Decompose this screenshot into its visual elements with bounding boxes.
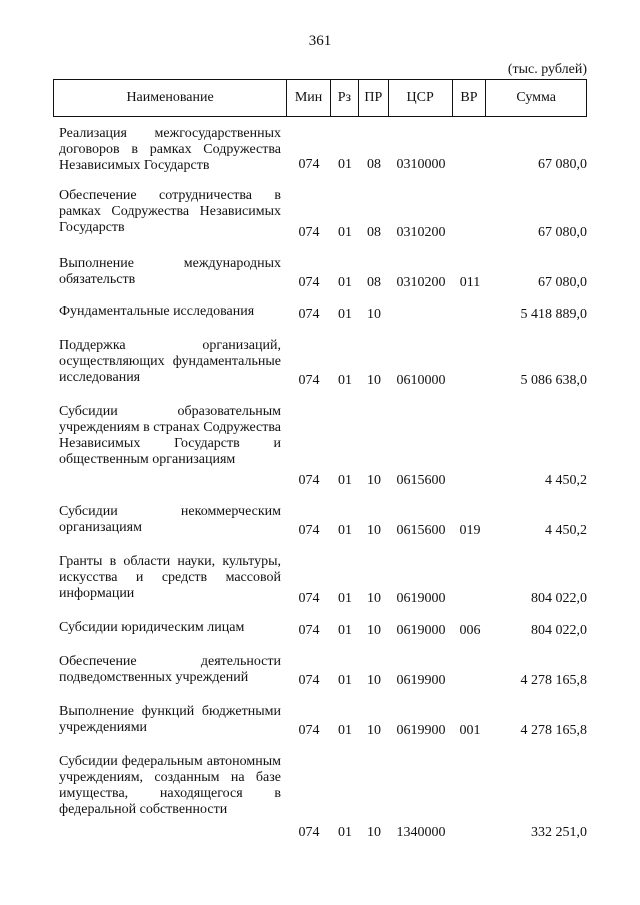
row-sum: 5 086 638,0 bbox=[520, 373, 587, 388]
table-row bbox=[53, 404, 587, 490]
header-vr: ВР bbox=[453, 80, 487, 116]
row-min: 074 bbox=[298, 307, 320, 322]
row-rz: 01 bbox=[338, 825, 352, 840]
row-vr bbox=[453, 304, 487, 324]
header-min: Мин bbox=[287, 80, 331, 116]
row-vr: 011 bbox=[459, 275, 481, 290]
row-pr: 10 bbox=[367, 673, 381, 688]
row-rz: 01 bbox=[338, 157, 352, 172]
row-csr: 0615600 bbox=[396, 523, 446, 538]
row-sum: 332 251,0 bbox=[531, 825, 587, 840]
units-label: (тыс. рублей) bbox=[507, 62, 587, 77]
row-pr: 08 bbox=[367, 275, 381, 290]
row-csr: 0310000 bbox=[396, 157, 446, 172]
row-pr: 10 bbox=[367, 307, 381, 322]
row-sum: 67 080,0 bbox=[538, 275, 587, 290]
row-csr: 0615600 bbox=[396, 473, 446, 488]
row-name: Поддержка организаций, осуществляющих фундаментальные исследования bbox=[59, 338, 281, 385]
row-sum: 804 022,0 bbox=[531, 623, 587, 638]
row-csr bbox=[389, 304, 453, 324]
row-csr: 0610000 bbox=[396, 373, 446, 388]
row-min: 074 bbox=[298, 723, 320, 738]
row-csr: 0619000 bbox=[396, 623, 446, 638]
row-vr bbox=[453, 754, 487, 842]
header-pr: ПР bbox=[359, 80, 389, 116]
row-rz: 01 bbox=[338, 307, 352, 322]
row-pr: 10 bbox=[367, 373, 381, 388]
row-rz: 01 bbox=[338, 673, 352, 688]
row-rz: 01 bbox=[338, 275, 352, 290]
row-name: Обеспечение деятельности подведомственных учреждений bbox=[59, 654, 281, 685]
table-row bbox=[53, 704, 587, 740]
table-row bbox=[53, 654, 587, 690]
table-row bbox=[53, 304, 587, 324]
table-row bbox=[53, 620, 587, 640]
row-name: Реализация межгосударственных договоров в рамках Содружества Независимых Государств bbox=[59, 126, 281, 173]
row-pr: 10 bbox=[367, 723, 381, 738]
header-name: Наименование bbox=[54, 80, 287, 116]
row-vr: 006 bbox=[459, 623, 481, 638]
row-sum: 4 450,2 bbox=[545, 473, 587, 488]
row-vr bbox=[453, 126, 487, 174]
row-vr bbox=[453, 654, 487, 690]
row-sum: 4 278 165,8 bbox=[520, 723, 587, 738]
row-pr: 10 bbox=[367, 523, 381, 538]
row-pr: 10 bbox=[367, 591, 381, 606]
row-vr: 001 bbox=[459, 723, 481, 738]
row-csr: 0619900 bbox=[396, 673, 446, 688]
table-header bbox=[53, 79, 587, 117]
row-min: 074 bbox=[298, 225, 320, 240]
row-vr bbox=[453, 404, 487, 490]
row-sum: 4 278 165,8 bbox=[520, 673, 587, 688]
row-min: 074 bbox=[298, 473, 320, 488]
row-name: Субсидии юридическим лицам bbox=[59, 620, 245, 635]
row-sum: 5 418 889,0 bbox=[520, 307, 587, 322]
row-rz: 01 bbox=[338, 225, 352, 240]
row-pr: 10 bbox=[367, 473, 381, 488]
row-min: 074 bbox=[298, 623, 320, 638]
row-name: Выполнение международных обязательств bbox=[59, 256, 281, 287]
row-name: Субсидии образовательным учреждениям в странах Содружества Независимых Государств и общественным организациям bbox=[59, 404, 281, 467]
row-pr: 10 bbox=[367, 825, 381, 840]
row-vr bbox=[453, 554, 487, 608]
row-sum: 4 450,2 bbox=[545, 523, 587, 538]
row-rz: 01 bbox=[338, 723, 352, 738]
row-csr: 0619900 bbox=[396, 723, 446, 738]
row-min: 074 bbox=[298, 157, 320, 172]
row-vr bbox=[453, 338, 487, 390]
row-name: Субсидии некоммерческим организациям bbox=[59, 504, 281, 535]
table-row bbox=[53, 504, 587, 540]
row-rz: 01 bbox=[338, 523, 352, 538]
row-min: 074 bbox=[298, 275, 320, 290]
page-number: 361 bbox=[308, 33, 332, 49]
table-row bbox=[53, 338, 587, 390]
row-sum: 67 080,0 bbox=[538, 157, 587, 172]
row-sum: 804 022,0 bbox=[531, 591, 587, 606]
row-name: Субсидии федеральным автономным учреждениям, созданным на базе имущества, находящегося в федеральной собственности bbox=[59, 754, 281, 817]
row-pr: 10 bbox=[367, 623, 381, 638]
row-name: Обеспечение сотрудничества в рамках Содружества Независимых Государств bbox=[59, 188, 281, 235]
row-vr: 019 bbox=[459, 523, 481, 538]
row-name: Гранты в области науки, культуры, искусства и средств массовой информации bbox=[59, 554, 281, 601]
row-csr: 0619000 bbox=[396, 591, 446, 606]
row-csr: 1340000 bbox=[396, 825, 446, 840]
row-vr bbox=[453, 188, 487, 242]
row-rz: 01 bbox=[338, 623, 352, 638]
row-pr: 08 bbox=[367, 225, 381, 240]
row-min: 074 bbox=[298, 373, 320, 388]
row-pr: 08 bbox=[367, 157, 381, 172]
row-min: 074 bbox=[298, 523, 320, 538]
header-csr: ЦСР bbox=[389, 80, 453, 116]
row-rz: 01 bbox=[338, 373, 352, 388]
row-name: Выполнение функций бюджетными учреждениями bbox=[59, 704, 281, 735]
row-min: 074 bbox=[298, 825, 320, 840]
table-row bbox=[53, 554, 587, 608]
table-row bbox=[53, 188, 587, 242]
header-sum: Сумма bbox=[516, 90, 557, 105]
row-csr: 0310200 bbox=[396, 275, 446, 290]
row-min: 074 bbox=[298, 673, 320, 688]
row-min: 074 bbox=[298, 591, 320, 606]
row-rz: 01 bbox=[338, 473, 352, 488]
row-csr: 0310200 bbox=[396, 225, 446, 240]
table-body bbox=[53, 118, 587, 842]
table-row bbox=[53, 256, 587, 292]
row-rz: 01 bbox=[338, 591, 352, 606]
table-row bbox=[53, 754, 587, 842]
row-name: Фундаментальные исследования bbox=[59, 304, 255, 319]
row-sum: 67 080,0 bbox=[538, 225, 587, 240]
header-rz: Рз bbox=[331, 80, 359, 116]
table-row bbox=[53, 126, 587, 174]
